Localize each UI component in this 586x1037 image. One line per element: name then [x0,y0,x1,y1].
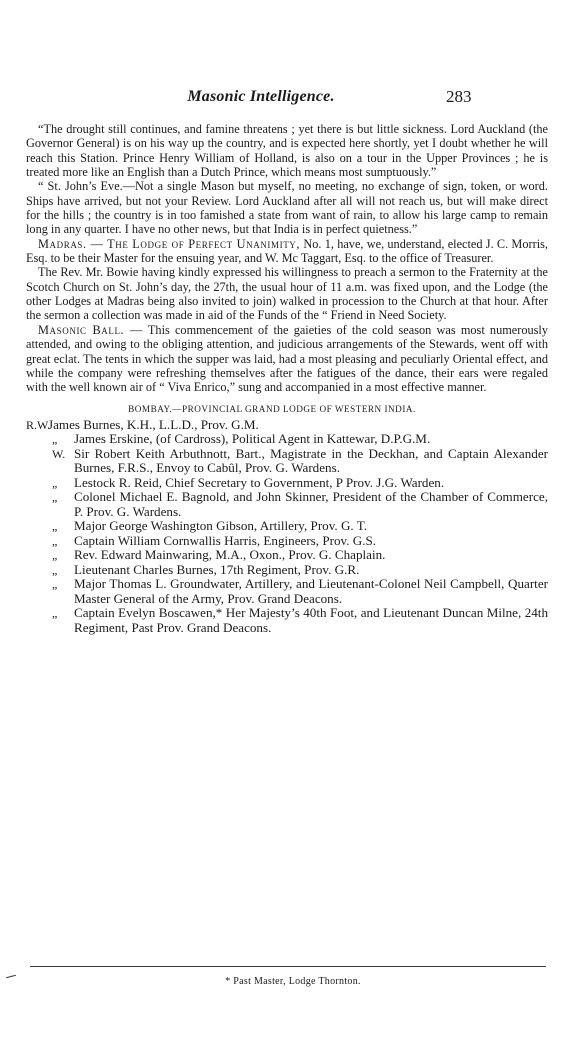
paragraph-bowie: The Rev. Mr. Bowie having kindly expressed his willingness to preach a sermon to the Fraternity at the Scotch Church on St. John’s day, the 27th, the usual hour of 11 a.m. was fixed upon, and the Lodge (the other Lodges at Madras being also invited to join) walked in procession to the Church at that hour. After the sermon a collection was made in aid of the Funds of the “ Friend in Need Society. [26,265,548,323]
paragraph-masonic-ball [26,323,548,395]
roster-entry [26,447,548,476]
roster-entry [26,577,548,606]
roster-text: Captain Evelyn Boscawen,* Her Majesty’s 40th Foot, and Lieutenant Duncan Milne, 24th Regiment, Past Prov. Grand Deacons. [74,605,548,635]
page-header [0,86,586,112]
paragraph-st-johns-eve: “ St. John’s Eve.—Not a single Mason but myself, no meeting, no exchange of sign, token, or word. Ships have arrived, but not your Review. Lord Auckland after all will not reach us, but will make direct for the hills ; the country is in too famished a state from want of rain, to allow his large camp to remain long in any quarter. I have no other news, but that India is in perfect quietness.” [26,179,548,237]
roster-text: Colonel Michael E. Bagnold, and John Skinner, President of the Chamber of Commerce, P. Prov. G. Wardens. [74,489,548,519]
roster-text: Sir Robert Keith Arbuthnott, Bart., Magistrate in the Deckhan, and Captain Alexander Burnes, F.R.S., Envoy to Cabûl, Prov. G. Wardens. [74,445,548,476]
footnote: * Past Master, Lodge Thornton. [225,976,361,987]
roster-mark: „ [52,562,58,577]
roster-mark: „ [52,432,58,447]
roster-entry [26,432,548,447]
roster-text: Lestock R. Reid, Chief Secretary to Government, P Prov. J.G. Warden. [74,474,445,490]
page-number: 283 [446,87,472,106]
roster-text: Captain William Cornwallis Harris, Engineers, Prov. G.S. [74,532,377,548]
grand-lodge-roster [26,418,548,636]
roster-mark: „ [52,548,58,563]
roster-text: Lieutenant Charles Burnes, 17th Regiment, Prov. G.R. [74,561,360,577]
roster-mark: „ [52,490,58,505]
roster-text: Major Thomas L. Groundwater, Artillery, and Lieutenant-Colonel Neil Campbell, Quarter Master General of the Army, Prov. Grand Deacons. [74,576,548,606]
roster-mark: „ [52,577,58,592]
roster-entry [26,418,548,433]
roster-entry [26,563,548,578]
roster-entry [26,606,548,635]
roster-text: Rev. Edward Mainwaring, M.A., Oxon., Prov. G. Chaplain. [74,547,386,563]
roster-text: Major George Washington Gibson, Artillery, Prov. G. T. [74,518,368,534]
roster-entry [26,490,548,519]
ball-lead: Masonic Ball. — [38,322,143,337]
roster-entry [26,519,548,534]
roster-entry [26,548,548,563]
roster-mark: „ [52,606,58,621]
body-text [26,122,548,635]
bombay-heading: BOMBAY.—PROVINCIAL GRAND LODGE OF WESTERN INDIA. [128,403,416,414]
ball-text: This commencement of the gaieties of the cold season was most numerously attended, and owing to the obliging attention, and judicious arrangements of the Stewards, went off with great eclat. The tents in which the supper was laid, had a most pleasing and peculiarly Oriental effect, and while the company were refreshing themselves after the fatigues of the dance, their ears were regaled with the well known air of “ Viva Enrico,” sung and accompanied in a most effective manner. [26,322,548,395]
roster-text: James Erskine, (of Cardross), Political Agent in Kattewar, D.P.G.M. [74,431,431,447]
footnote-rule [30,966,546,967]
roster-mark: R.W. [26,417,51,432]
madras-text: No. 1, have, we, understand, elected J. C. Morris, Esq. to be their Master for the ensuing year, and W. Mc Taggart, Esq. to the office of Treasurer. [26,236,548,266]
roster-mark: W. [52,446,66,461]
running-title: Masonic Intelligence. [187,88,335,105]
paragraph-drought: “The drought still continues, and famine threatens ; yet there is but little sickness. Lord Auckland (the Governor General) is on his way up the country, and is expected here shortly, yet I doubt whether he will reach this Station. Prince Henry William of Holland, is also on a tour in the Upper Provinces ; he is treated more like an English than a Dutch Prince, which means most sumptuously.” [26,122,548,180]
madras-lead: Madras. — The Lodge of Perfect Unanimity, [38,236,301,251]
roster-entry [26,534,548,549]
paragraph-madras [26,237,548,266]
roster-text: James Burnes, K.H., L.L.D., Prov. G.M. [48,416,259,432]
roster-entry [26,476,548,491]
roster-mark: „ [52,533,58,548]
roster-mark: „ [52,519,58,534]
roster-mark: „ [52,475,58,490]
